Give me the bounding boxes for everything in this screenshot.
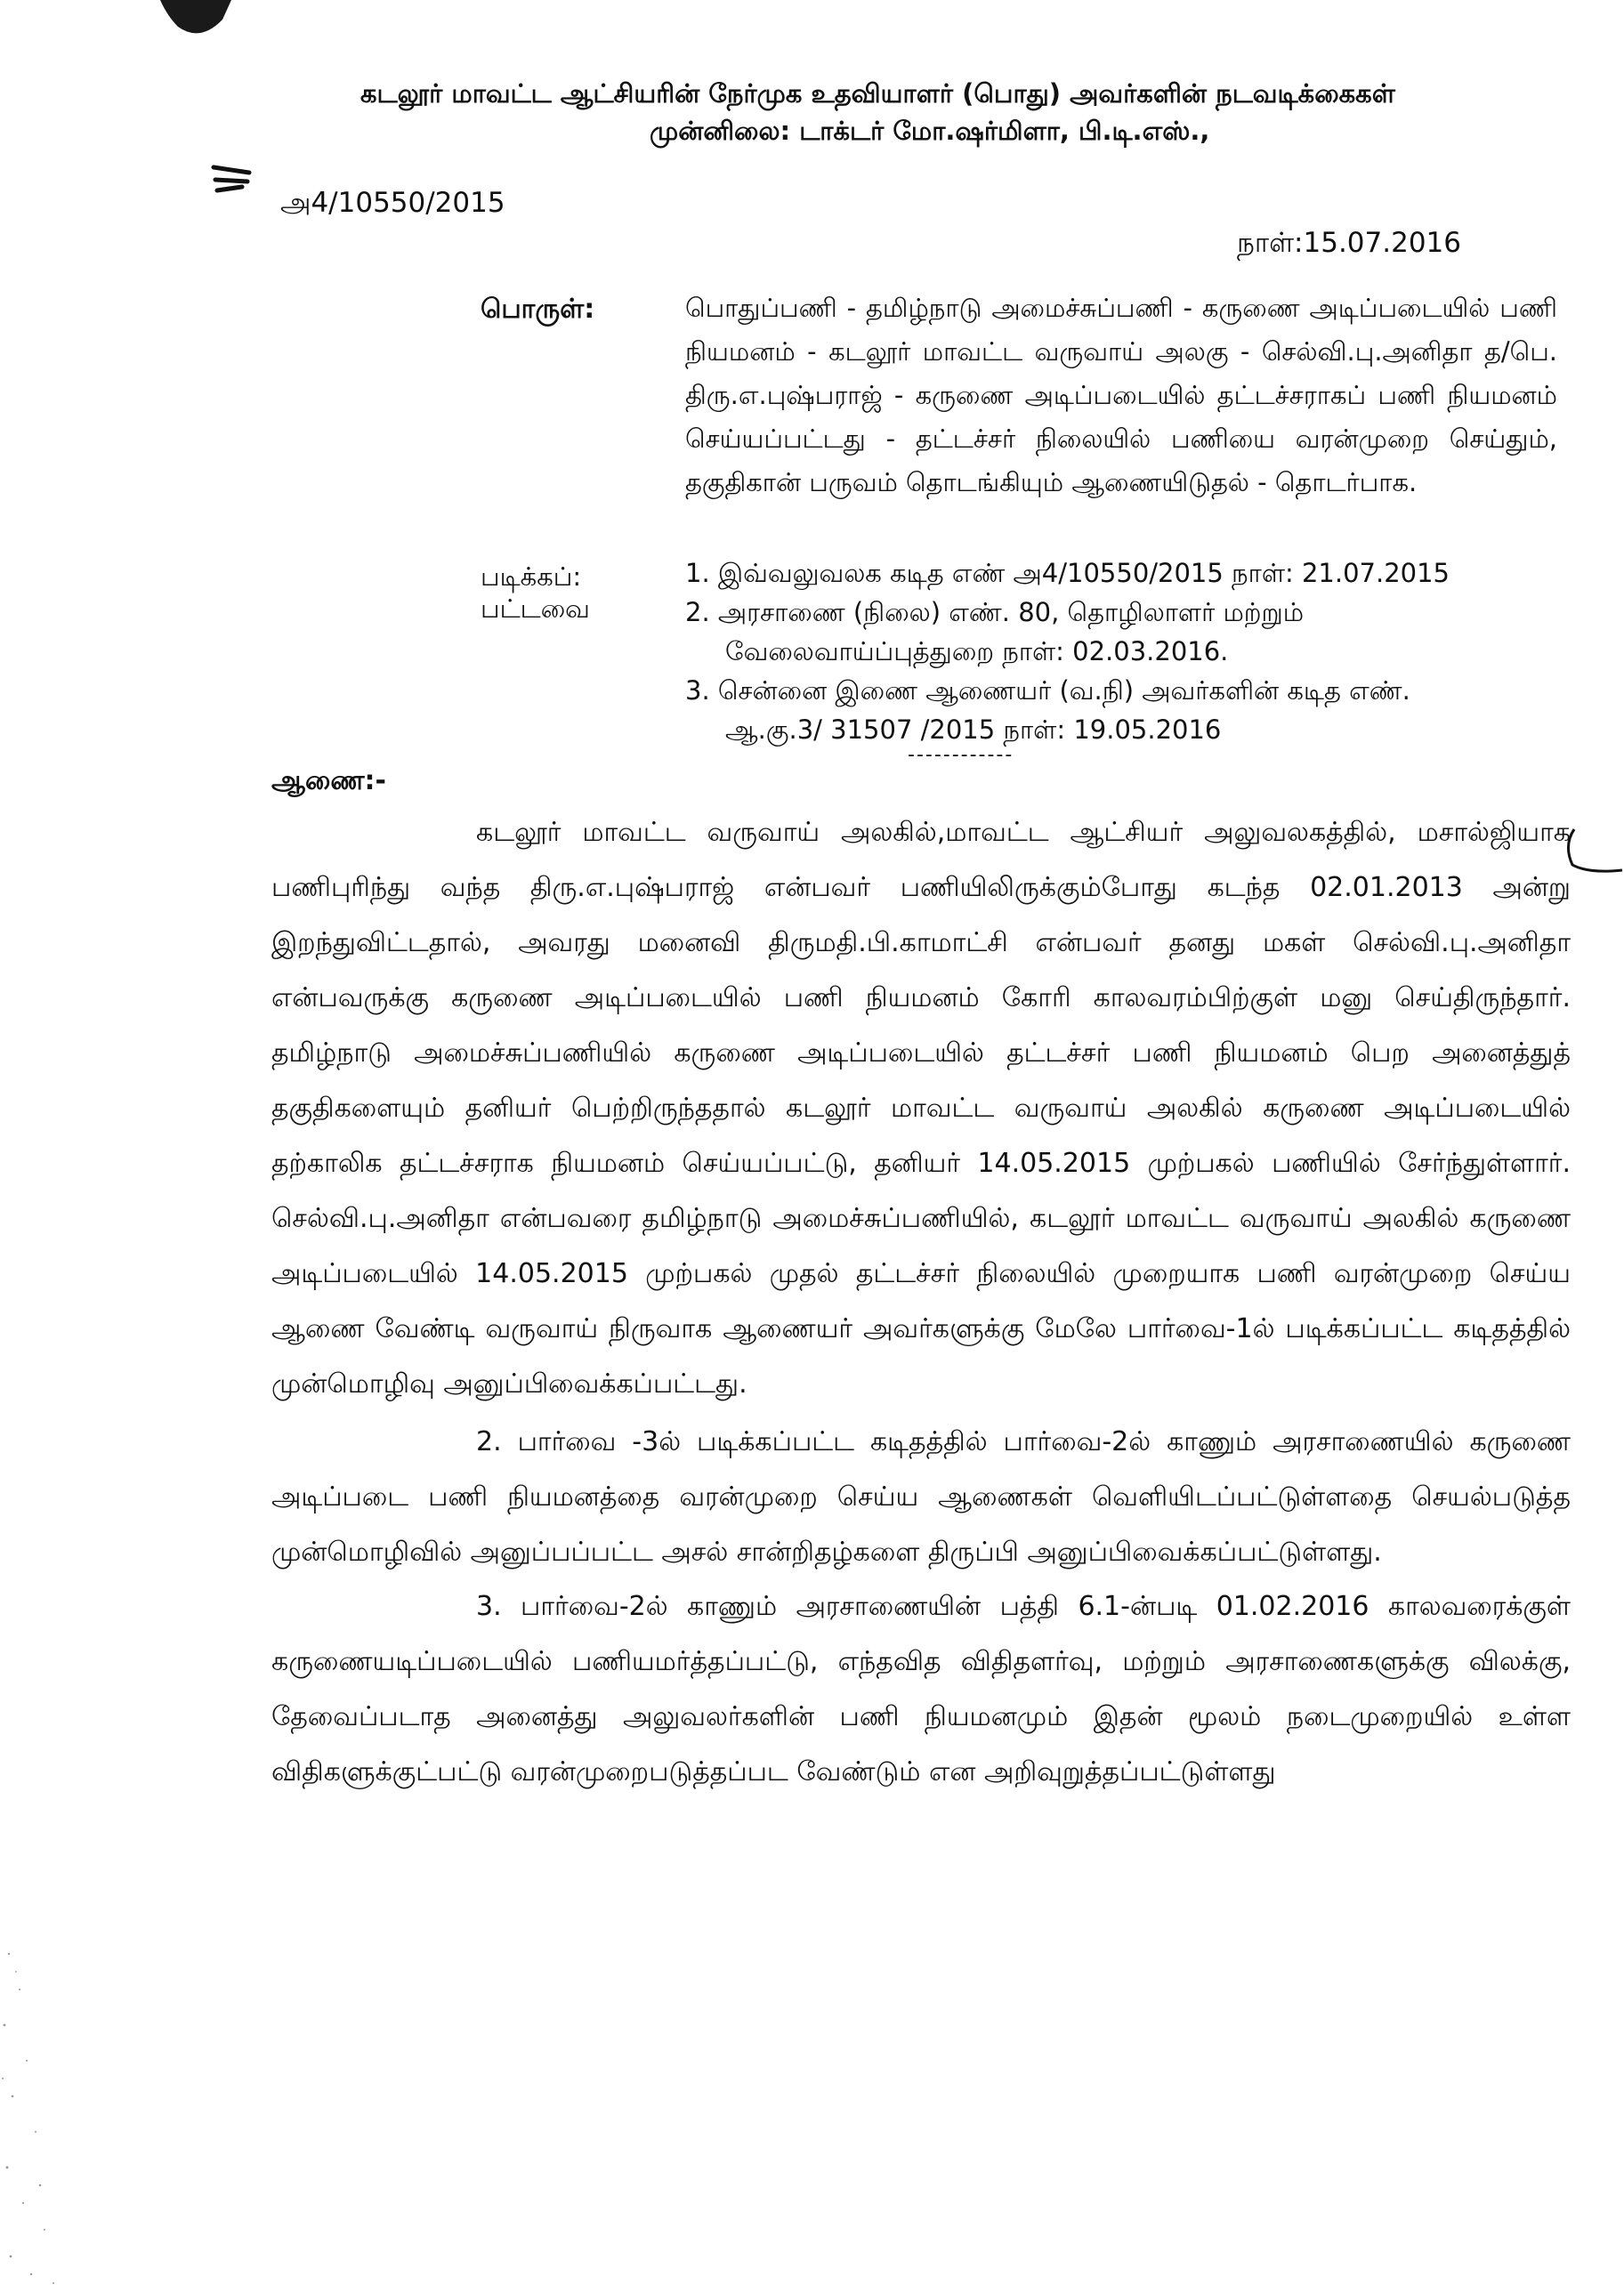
office-header-line1: கடலூர் மாவட்ட ஆட்சியரின் நேர்முக உதவியாளர் (பொது) அவர்களின் நடவடிக்கைகள் [360,78,1395,109]
references-separator: ------------ [908,744,1014,766]
references-label-line2: பட்டவை [481,593,590,624]
reference-item-3-continued: ஆ.கு.3/ 31507 /2015 நாள்: 19.05.2016 [725,714,1222,745]
order-paragraph-3: 3. பார்வை-2ல் காணும் அரசாணையின் பத்தி 6.1-ன்படி 01.02.2016 காலவரைக்குள் கருணையடிப்படையில் பணியமர்த்தப்பட்டு, எந்தவித விதிதளர்வு, மற்றும் அரசாணைகளுக்கு விலக்கு, தேவைப்படாத அனைத்து அலுவலர்களின் பணி நியமனமும் இதன் மூலம் நடைமுறையில் உள்ள விதிகளுக்குட்பட்டு வரன்முறைபடுத்தப்பட வேண்டும் என அறிவுறுத்தப்பட்டுள்ளது [271,1591,1571,1788]
scan-blot-mark [160,0,231,44]
references-list [685,553,1575,749]
scan-noise-texture [0,1918,80,2292]
reference-number: அ4/10550/2015 [280,187,505,219]
date-line: நாள்:15.07.2016 [1237,227,1461,259]
references-label-line1: படிக்கப்: [481,561,582,592]
arrow-mark-icon [206,162,260,198]
reference-item-1: 1. இவ்வலுவலக கடித எண் அ4/10550/2015 நாள்: 21.07.2015 [685,558,1450,588]
subject-label: பொருள்: [481,294,595,325]
margin-bracket-mark [1562,827,1624,881]
reference-item-2-continued: வேலைவாய்ப்புத்துறை நாள்: 02.03.2016. [725,636,1229,666]
reference-item-3: 3. சென்னை இணை ஆணையர் (வ.நி) அவர்களின் கடித எண். [685,675,1410,706]
reference-item-2: 2. அரசாணை (நிலை) எண். 80, தொழிலாளர் மற்றும் [685,597,1305,627]
references-label [481,561,590,625]
subject-text: பொதுப்பணி - தமிழ்நாடு அமைச்சுப்பணி - கருணை அடிப்படையில் பணி நியமனம் - கடலூர் மாவட்ட வருவாய் அலகு - செல்வி.பு.அனிதா த/பெ. திரு.எ.புஷ்பராஜ் - கருணை அடிப்படையில் தட்டச்சராகப் பணி நியமனம் செய்யப்பட்டது - தட்டச்சர் நிலையில் பணியை வரன்முறை செய்தும், தகுதிகான் பருவம் தொடங்கியும் ஆணையிடுதல் - தொடர்பாக. [685,293,1557,497]
order-label: ஆணை:- [271,765,386,796]
office-header-line2: முன்னிலை: டாக்டர் மோ.ஷர்மிளா, பி.டி.எஸ்., [650,116,1210,146]
order-paragraph-1: கடலூர் மாவட்ட வருவாய் அலகில்,மாவட்ட ஆட்சியர் அலுவலகத்தில், மசால்ஜியாக பணிபுரிந்து வந்த திரு.எ.புஷ்பராஜ் என்பவர் பணியிலிருக்கும்போது கடந்த 02.01.2013 அன்று இறந்துவிட்டதால், அவரது மனைவி திருமதி.பி.காமாட்சி என்பவர் தனது மகள் செல்வி.பு.அனிதா என்பவருக்கு கருணை அடிப்படையில் பணி நியமனம் கோரி காலவரம்பிற்குள் மனு செய்திருந்தார். தமிழ்நாடு அமைச்சுப்பணியில் கருணை அடிப்படையில் தட்டச்சர் பணி நியமனம் பெற அனைத்துத் தகுதிகளையும் தனியர் பெற்றிருந்ததால் கடலூர் மாவட்ட வருவாய் அலகில் கருணை அடிப்படையில் தற்காலிக தட்டச்சராக நியமனம் செய்யப்பட்டு, தனியர் 14.05.2015 முற்பகல் பணியில் சேர்ந்துள்ளார். செல்வி.பு.அனிதா என்பவரை தமிழ்நாடு அமைச்சுப்பணியில், கடலூர் மாவட்ட வருவாய் அலகில் கருணை அடிப்படையில் 14.05.2015 முற்பகல் முதல் தட்டச்சர் நிலையில் முறையாக பணி வரன்முறை செய்ய ஆணை வேண்டி வருவாய் நிருவாக ஆணையர் அவர்களுக்கு மேலே பார்வை-1ல் படிக்கப்பட்ட கடிதத்தில் முன்மொழிவு அனுப்பிவைக்கப்பட்டது. [271,817,1571,1400]
order-paragraph-2: 2. பார்வை -3ல் படிக்கப்பட்ட கடிதத்தில் பார்வை-2ல் காணும் அரசாணையில் கருணை அடிப்படை பணி நியமனத்தை வரன்முறை செய்ய ஆணைகள் வெளியிடப்பட்டுள்ளதை செயல்படுத்த முன்மொழிவில் அனுப்பப்பட்ட அசல் சான்றிதழ்களை திருப்பி அனுப்பிவைக்கப்பட்டுள்ளது. [271,1426,1571,1568]
